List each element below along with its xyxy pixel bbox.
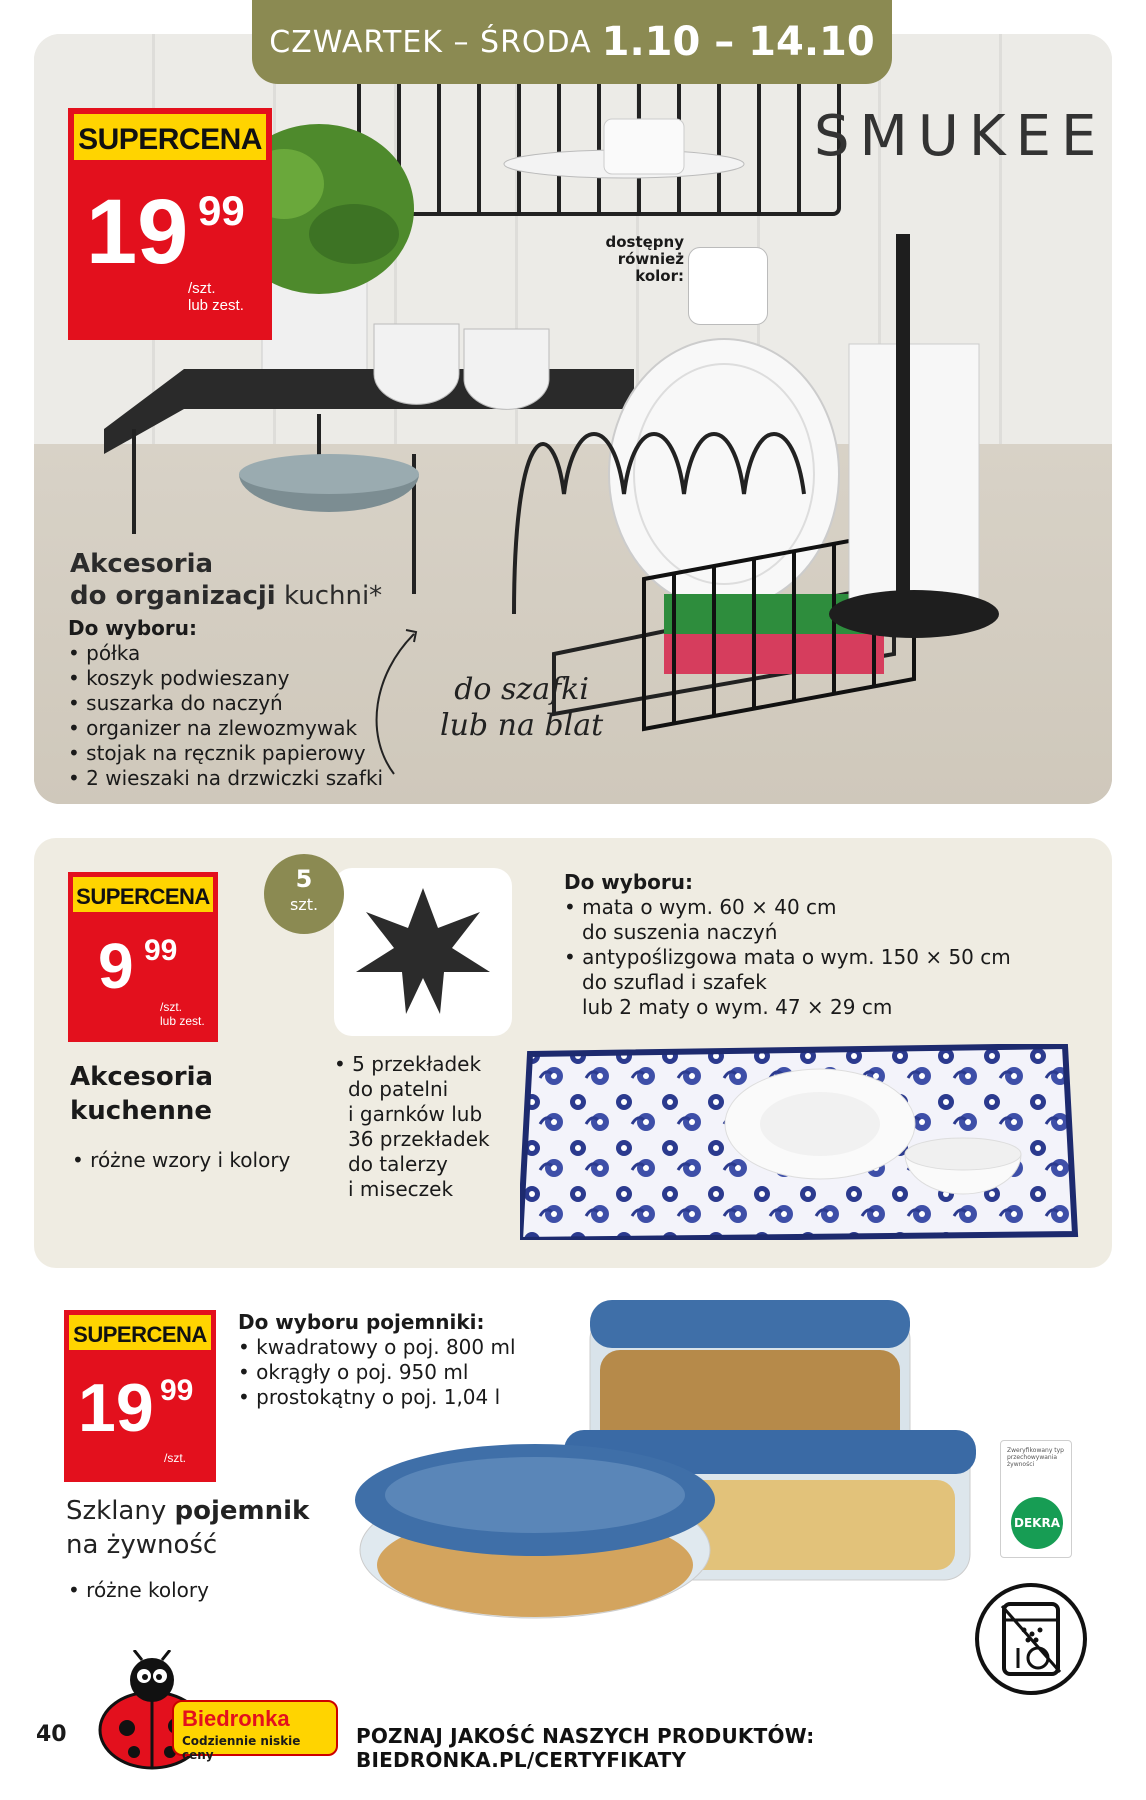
list-item: • antypoślizgowa mata o wym. 150 × 50 cm bbox=[564, 945, 1011, 969]
mat-options-list bbox=[564, 870, 1011, 1020]
price-unit-line2: lub zest. bbox=[160, 1014, 205, 1028]
badge-unit: szt. bbox=[289, 895, 319, 914]
biedronka-logo bbox=[172, 1700, 338, 1762]
list-item: • organizer na zlewozmywak bbox=[68, 716, 358, 740]
dishwasher-safe-icon bbox=[972, 1580, 1090, 1698]
desc-line: 36 przekładek bbox=[348, 1127, 490, 1151]
title-line1: Akcesoria bbox=[70, 549, 214, 579]
desc-line: • 5 przekładek bbox=[334, 1052, 482, 1076]
list-item: • prostokątny o poj. 1,04 l bbox=[238, 1385, 501, 1409]
container-colors: • różne kolory bbox=[68, 1578, 209, 1602]
supercena-label: SUPERCENA bbox=[68, 872, 218, 912]
floral-drying-mat-image bbox=[520, 1044, 1080, 1240]
list-heading: Do wyboru: bbox=[564, 870, 693, 894]
price-decimal: 99 bbox=[160, 1374, 194, 1407]
price-unit-line1: /szt. bbox=[160, 1000, 183, 1014]
desc-line: i miseczek bbox=[348, 1177, 454, 1201]
page-number: 40 bbox=[36, 1722, 67, 1747]
dekra-certificate bbox=[1000, 1440, 1072, 1558]
quantity-badge bbox=[264, 854, 344, 934]
price-unit bbox=[164, 1450, 186, 1467]
desc-line: i garnków lub bbox=[348, 1102, 483, 1126]
list-item: • okrągły o poj. 950 ml bbox=[238, 1360, 469, 1384]
price-body bbox=[64, 1350, 216, 1482]
price-unit-line2: lub zest. bbox=[188, 297, 244, 314]
dekra-logo: DEKRA bbox=[1011, 1497, 1063, 1549]
price-unit bbox=[188, 280, 244, 314]
title-line1: Akcesoria bbox=[70, 1062, 214, 1092]
color-availability-note: dostępny również kolor: bbox=[605, 233, 684, 285]
list-item: do szuflad i szafek bbox=[582, 970, 767, 994]
hand-note-line1: do szafki bbox=[454, 672, 589, 707]
price-integer: 19 bbox=[78, 1370, 154, 1446]
date-range: 1.10 – 14.10 bbox=[601, 19, 875, 65]
price-tag-containers bbox=[64, 1310, 216, 1482]
price-unit-line1: /szt. bbox=[188, 280, 216, 297]
pan-protector-icon bbox=[334, 868, 512, 1036]
price-integer: 9 bbox=[98, 930, 134, 1002]
date-banner bbox=[252, 0, 892, 84]
price-unit bbox=[160, 1000, 205, 1028]
accessories-variants: • różne wzory i kolory bbox=[72, 1148, 291, 1172]
list-item: • kwadratowy o poj. 800 ml bbox=[238, 1335, 516, 1359]
brand-logo-smukee: SMUKEE bbox=[814, 104, 1107, 169]
list-item: lub 2 maty o wym. 47 × 29 cm bbox=[582, 995, 893, 1019]
list-item: • stojak na ręcznik papierowy bbox=[68, 741, 366, 765]
accessories-title bbox=[70, 1060, 213, 1128]
color-swatch-white bbox=[688, 247, 768, 325]
date-days: CZWARTEK – ŚRODA bbox=[269, 24, 592, 60]
title-normal: Szklany bbox=[66, 1496, 175, 1526]
organizer-options-list bbox=[68, 616, 383, 791]
title-line2-normal: kuchni* bbox=[275, 581, 383, 611]
organizer-title bbox=[70, 548, 382, 612]
list-item: • mata o wym. 60 × 40 cm bbox=[564, 895, 837, 919]
brand-name: Biedronka bbox=[182, 1706, 290, 1731]
list-item: • 2 wieszaki na drzwiczki szafki bbox=[68, 766, 384, 790]
list-item: • koszyk podwieszany bbox=[68, 666, 290, 690]
list-heading: Do wyboru: bbox=[68, 616, 197, 640]
title-line2: na żywność bbox=[66, 1530, 218, 1560]
price-unit-line1: /szt. bbox=[164, 1451, 187, 1465]
price-decimal: 99 bbox=[198, 187, 245, 234]
price-integer: 19 bbox=[86, 181, 189, 283]
price-body bbox=[68, 160, 272, 340]
title-line2: kuchenne bbox=[70, 1096, 213, 1126]
brand-slogan: Codziennie niskie ceny bbox=[182, 1734, 301, 1762]
hand-note-line2: lub na blat bbox=[440, 708, 604, 743]
badge-number: 5 bbox=[295, 865, 313, 893]
pan-protector-image bbox=[334, 868, 512, 1036]
certificates-link-text: POZNAJ JAKOŚĆ NASZYCH PRODUKTÓW: BIEDRONKA.PL/CERTYFIKATY bbox=[356, 1724, 815, 1772]
container-title bbox=[66, 1494, 309, 1562]
desc-line: do talerzy bbox=[348, 1152, 448, 1176]
list-item: do suszenia naczyń bbox=[582, 920, 778, 944]
price-body bbox=[68, 912, 218, 1042]
title-bold: pojemnik bbox=[174, 1496, 310, 1526]
handwritten-note bbox=[440, 672, 603, 744]
glass-containers-image bbox=[320, 1290, 1000, 1620]
list-item: • półka bbox=[68, 641, 141, 665]
list-heading: Do wyboru pojemniki: bbox=[238, 1310, 485, 1334]
price-tag-accessories bbox=[68, 872, 218, 1042]
supercena-label: SUPERCENA bbox=[64, 1310, 216, 1350]
supercena-label: SUPERCENA bbox=[68, 108, 272, 160]
dekra-text: Zweryfikowany typ przechowywania żywności bbox=[1007, 1447, 1064, 1468]
title-line2-bold: do organizacji bbox=[70, 581, 276, 611]
list-item: • suszarka do naczyń bbox=[68, 691, 283, 715]
price-decimal: 99 bbox=[144, 934, 178, 967]
desc-line: do patelni bbox=[348, 1077, 449, 1101]
protector-description bbox=[334, 1052, 490, 1202]
price-tag-organizer bbox=[68, 108, 272, 340]
